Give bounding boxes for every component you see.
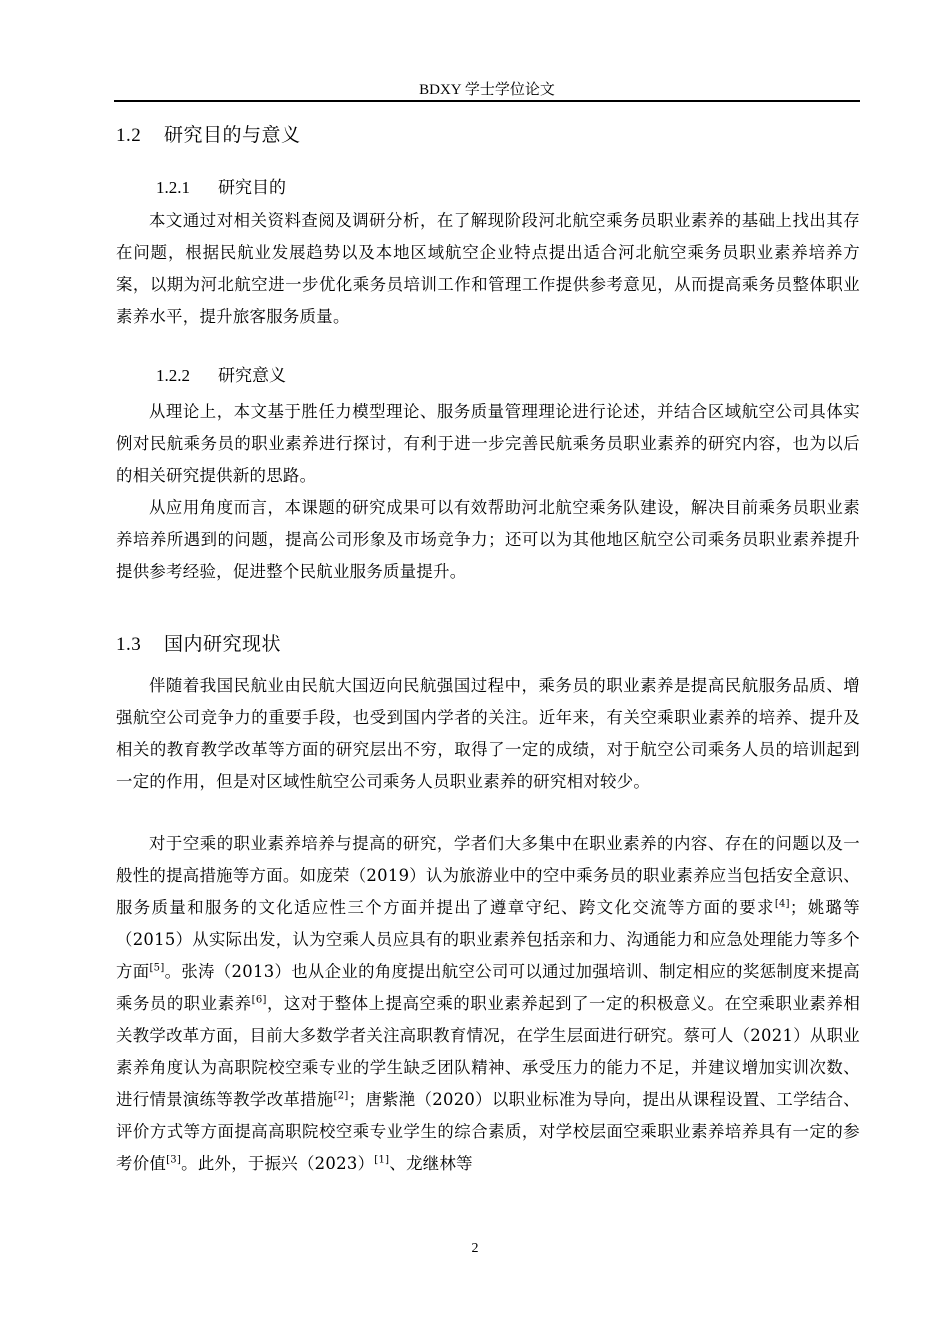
- section-heading-1-2: [116, 120, 301, 147]
- subsection-heading-1-2-2: [156, 361, 286, 386]
- citation-ref: [2]: [333, 1090, 349, 1102]
- text-run: 。张涛（2013）也从企业的角度提出航空公司可以通过加强培训、制定相应的奖惩制度来提高乘务员的职业素养: [116, 962, 860, 1013]
- text-run: ，这对于整体上提高空乘的职业素养起到了一定的积极意义。在空乘职业素养相关教学改革方面，目前大多数学者关注高职教育情况，在学生层面进行研究。蔡可人（2021）从职业素养角度认为高职院校空乘专业的学生缺乏团队精神、承受压力的能力不足，并建议增加实训次数、进行情景演练等教学改革措施: [116, 994, 861, 1109]
- text-run: ；姚璐等（2015）从实际出发，认为空乘人员应具有的职业素养包括亲和力、沟通能力和应急处理能力等多个方面: [116, 898, 860, 981]
- section-number: 1.3: [116, 634, 142, 655]
- paragraph-practical-significance: 从应用角度而言，本课题的研究成果可以有效帮助河北航空乘务队建设，解决目前乘务员职业素养培养所遇到的问题，提高公司形象及市场竞争力；还可以为其他地区航空公司乘务员职业素养提升提供参考经验，促进整个民航业服务质量提升。: [116, 498, 860, 581]
- citation-ref: [6]: [251, 994, 267, 1006]
- paragraph-research-purpose: 本文通过对相关资料查阅及调研分析，在了解现阶段河北航空乘务员职业素养的基础上找出其存在问题，根据民航业发展趋势以及本地区域航空企业特点提出适合河北航空乘务员职业素养培养方案，以期为河北航空进一步优化乘务员培训工作和管理工作提供参考意见，从而提高乘务员整体职业素养水平，提升旅客服务质量。: [116, 211, 860, 326]
- text-run: 、龙继林等: [389, 1154, 473, 1173]
- citation-ref: [4]: [774, 898, 790, 910]
- citation-ref: [3]: [166, 1154, 182, 1166]
- paragraph-domestic-research-intro: 伴随着我国民航业由民航大国迈向民航强国过程中，乘务员的职业素养是提高民航服务品质、增强航空公司竞争力的重要手段，也受到国内学者的关注。近年来，有关空乘职业素养的培养、提升及相关的教育教学改革等方面的研究层出不穷，取得了一定的成绩，对于航空公司乘务人员的培训起到一定的作用，但是对区域性航空公司乘务人员职业素养的研究相对较少。: [116, 676, 860, 791]
- subsection-title: 研究意义: [218, 366, 286, 386]
- subsection-heading-1-2-1: [156, 173, 286, 198]
- section-heading-1-3: [116, 629, 281, 656]
- text-run: ；唐紫滟（2020）以职业标准为导向，提出从课程设置、工学结合、评价方式等方面提高高职院校空乘专业学生的综合素质，对学校层面空乘职业素养培养具有一定的参考价值: [116, 1090, 860, 1173]
- section-number: 1.2: [116, 125, 142, 146]
- paragraph-domestic-research-detail: [116, 828, 860, 1180]
- section-title: 国内研究现状: [164, 633, 282, 655]
- citation-ref: [1]: [374, 1154, 390, 1166]
- text-run: 。此外，于振兴（2023）: [181, 1154, 375, 1173]
- page-number: 2: [471, 1241, 479, 1256]
- text-run: 对于空乘的职业素养培养与提高的研究，学者们大多集中在职业素养的内容、存在的问题以及一般性的提高措施等方面。如庞荣（2019）认为旅游业中的空中乘务员的职业素养应当包括安全意识、服务质量和服务的文化适应性三个方面并提出了遵章守纪、跨文化交流等方面的要求: [116, 834, 860, 917]
- paragraph-theoretical-significance: 从理论上，本文基于胜任力模型理论、服务质量管理理论进行论述，并结合区域航空公司具体实例对民航乘务员的职业素养进行探讨，有利于进一步完善民航乘务员职业素养的研究内容，也为以后的相关研究提供新的思路。: [116, 402, 860, 485]
- header-rule: [114, 100, 860, 102]
- subsection-title: 研究目的: [218, 178, 286, 198]
- running-header: BDXY 学士学位论文: [419, 82, 555, 98]
- citation-ref: [5]: [149, 962, 165, 974]
- section-title: 研究目的与意义: [164, 124, 301, 146]
- subsection-number: 1.2.2: [156, 366, 190, 385]
- subsection-number: 1.2.1: [156, 178, 190, 197]
